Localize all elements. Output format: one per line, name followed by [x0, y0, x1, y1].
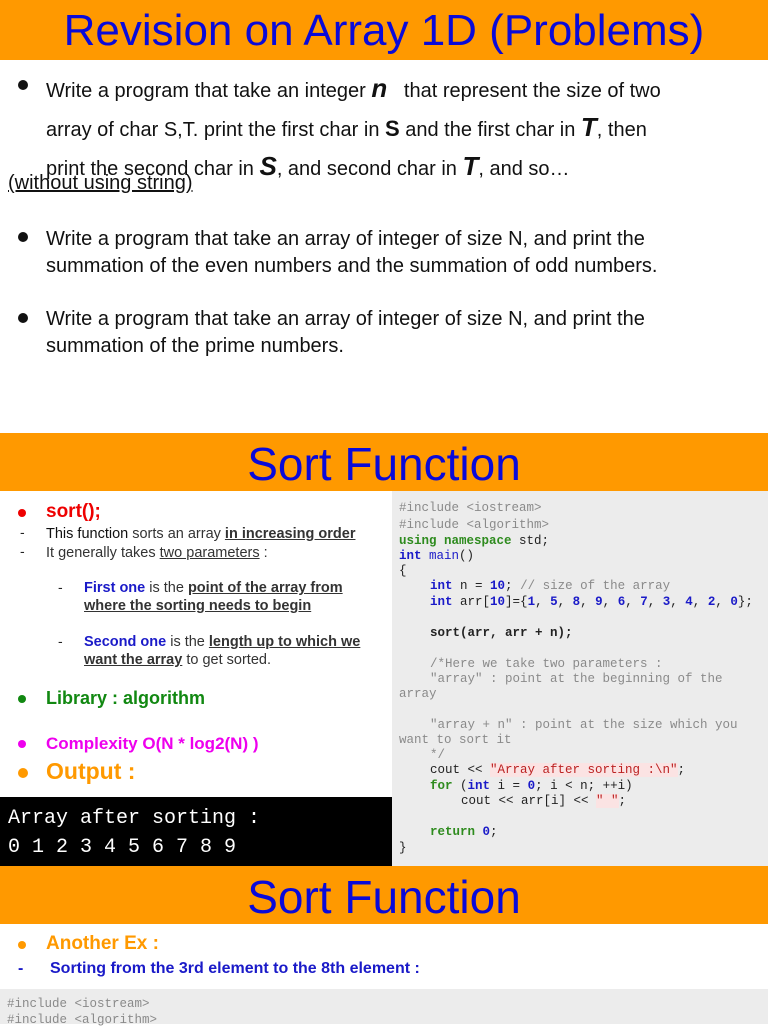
var-s: S [385, 116, 400, 141]
dash-mark: - [58, 633, 63, 649]
complexity-note: Complexity O(N * log2(N) ) [46, 734, 259, 753]
code-text: , [580, 595, 596, 609]
code-text: cout << [430, 763, 491, 777]
code-comment: // size of the array [520, 579, 671, 593]
code-text: , [670, 595, 686, 609]
bullet-dot [18, 941, 26, 949]
slide2-title: Sort Function [0, 433, 768, 491]
first-param [84, 579, 343, 615]
problem-1 [46, 70, 756, 187]
code-number: 10 [490, 595, 506, 609]
params-c: : [259, 545, 268, 561]
code-line [461, 794, 626, 808]
var-n: n [371, 73, 388, 103]
code-line: { [399, 564, 407, 578]
problem-3 [46, 306, 756, 360]
sort-params [46, 544, 268, 562]
code-type: int [430, 579, 453, 593]
problem-1-text-g: , and second char in [276, 158, 463, 180]
code-type: int [430, 595, 453, 609]
code-string: " " [596, 794, 619, 808]
code-number: 0 [730, 595, 738, 609]
params-a: It generally takes [46, 545, 160, 561]
code-number: 3 [662, 595, 671, 609]
code-line: "array" : point at the beginning of the [430, 672, 723, 686]
code-text: ; [618, 794, 627, 808]
var-t: T [580, 112, 597, 142]
code-line [430, 595, 753, 609]
bullet-dot [18, 509, 26, 517]
code-text: n = [452, 579, 491, 593]
first-d: where the sorting needs to begin [84, 598, 312, 614]
code-line: #include <algorithm> [399, 518, 550, 532]
code-number: 2 [707, 595, 716, 609]
code-block [392, 491, 768, 866]
code-line: array [399, 687, 437, 701]
code-line: */ [430, 748, 446, 762]
array-values [528, 595, 738, 609]
bullet-dot [18, 695, 26, 703]
code-number: 8 [572, 595, 581, 609]
code-keyword: for [430, 779, 453, 793]
code-line [399, 549, 474, 563]
bullet-dot [18, 740, 26, 748]
code-type: int [399, 549, 422, 563]
sort-desc-a: This function [46, 526, 129, 542]
sort-desc-b: sorts an array [128, 526, 225, 542]
code-line [399, 534, 549, 548]
first-c: point of the array from [187, 580, 343, 596]
first-one: First one [84, 580, 146, 596]
problem-2 [46, 226, 756, 280]
library-note: Library : algorithm [46, 688, 206, 708]
code-text: }; [737, 595, 753, 609]
bullet-dot [18, 80, 28, 90]
code-text: ; i < n; ++i) [535, 779, 633, 793]
second-e: to get sorted. [182, 652, 271, 668]
code-block-2 [0, 989, 768, 1027]
problem-3-line-2: summation of the prime numbers. [46, 335, 344, 357]
dash-mark: - [20, 524, 25, 540]
code-text: cout << arr[i] << [461, 794, 597, 808]
code-text: ; [677, 763, 686, 777]
sorting-range-note: Sorting from the 3rd element to the 8th element : [50, 960, 420, 977]
code-number: 0 [482, 825, 491, 839]
second-d: want the array [84, 652, 183, 668]
second-one: Second one [84, 634, 167, 650]
problem-2-line-2: summation of the even numbers and the summation of odd numbers. [46, 255, 658, 277]
terminal-output [0, 797, 392, 866]
problem-1-text-b: that represent the size of two [387, 80, 661, 102]
code-line: } [399, 841, 407, 855]
slide1-title: Revision on Array 1D (Problems) [0, 0, 768, 60]
code-number: 7 [640, 595, 648, 609]
code-line [430, 579, 670, 593]
first-b: is the [145, 580, 188, 596]
bullet-dot [18, 313, 28, 323]
var-t: T [462, 151, 479, 181]
another-example: Another Ex : [46, 933, 159, 954]
code-keyword: using namespace [399, 534, 512, 548]
code-text: ; [505, 579, 521, 593]
code-text: , [647, 595, 663, 609]
code-line: #include <iostream> [7, 997, 150, 1011]
code-text: , [625, 595, 641, 609]
code-line [430, 763, 685, 777]
code-text: ]={ [505, 595, 528, 609]
code-line: /*Here we take two parameters : [430, 657, 663, 671]
problem-1-text-h: , and so… [478, 158, 570, 180]
code-line: #include <algorithm> [7, 1013, 158, 1027]
code-text: i = [490, 779, 528, 793]
problem-1-text-d: and the first char in [399, 119, 581, 141]
code-text: arr[ [452, 595, 491, 609]
code-number: 10 [490, 579, 506, 593]
code-number: 9 [595, 595, 603, 609]
code-number: 6 [617, 595, 626, 609]
second-param [84, 633, 360, 669]
code-line: #include <iostream> [399, 501, 542, 515]
output-label: Output : [46, 758, 136, 784]
code-text: () [459, 549, 475, 563]
code-text: ( [452, 779, 468, 793]
code-text: , [535, 595, 551, 609]
code-text: , [602, 595, 618, 609]
code-text: , [557, 595, 573, 609]
code-line [430, 825, 498, 839]
code-text: std; [511, 534, 550, 548]
problem-1-text-a: Write a program that take an integer [46, 80, 372, 102]
code-line: "array + n" : point at the size which you [430, 718, 738, 732]
bullet-dot [18, 768, 28, 778]
dash-mark: - [18, 960, 24, 977]
problem-3-line-1: Write a program that take an array of integer of size N, and print the [46, 308, 645, 330]
code-function: main [429, 549, 460, 563]
var-s: S [259, 151, 277, 181]
slide3-title: Sort Function [0, 866, 768, 924]
code-text: ; [490, 825, 498, 839]
code-number: 4 [685, 595, 693, 609]
code-number: 0 [527, 779, 536, 793]
second-b: is the [166, 634, 209, 650]
problem-1-text-c: array of char S,T. print the first char in [46, 119, 386, 141]
code-line: sort(arr, arr + n); [430, 626, 573, 640]
dash-mark: - [20, 543, 25, 559]
bullet-dot [18, 232, 28, 242]
code-string: "Array after sorting :\n" [490, 763, 678, 777]
second-c: length up to which we [208, 634, 361, 650]
terminal-line: 0 1 2 3 4 5 6 7 8 9 [8, 836, 237, 859]
problem-1-text-e: , then [596, 119, 647, 141]
code-number: 1 [527, 595, 536, 609]
params-b: two parameters [159, 545, 260, 561]
code-line [430, 779, 633, 793]
code-number: 5 [550, 595, 558, 609]
problem-1-text-f: print the second char in [46, 158, 260, 180]
problem-2-line-1: Write a program that take an array of integer of size N, and print the [46, 228, 645, 250]
code-keyword: return [430, 825, 476, 839]
dash-mark: - [58, 579, 63, 595]
sort-description [46, 525, 355, 543]
code-text: , [715, 595, 731, 609]
sort-desc-c: in increasing order [224, 526, 356, 542]
code-line: want to sort it [399, 733, 512, 747]
sort-label: sort(); [46, 501, 101, 522]
without-string-note: (without using string) [8, 172, 193, 194]
code-text: , [692, 595, 708, 609]
code-type: int [467, 779, 491, 793]
terminal-line: Array after sorting : [8, 807, 261, 830]
